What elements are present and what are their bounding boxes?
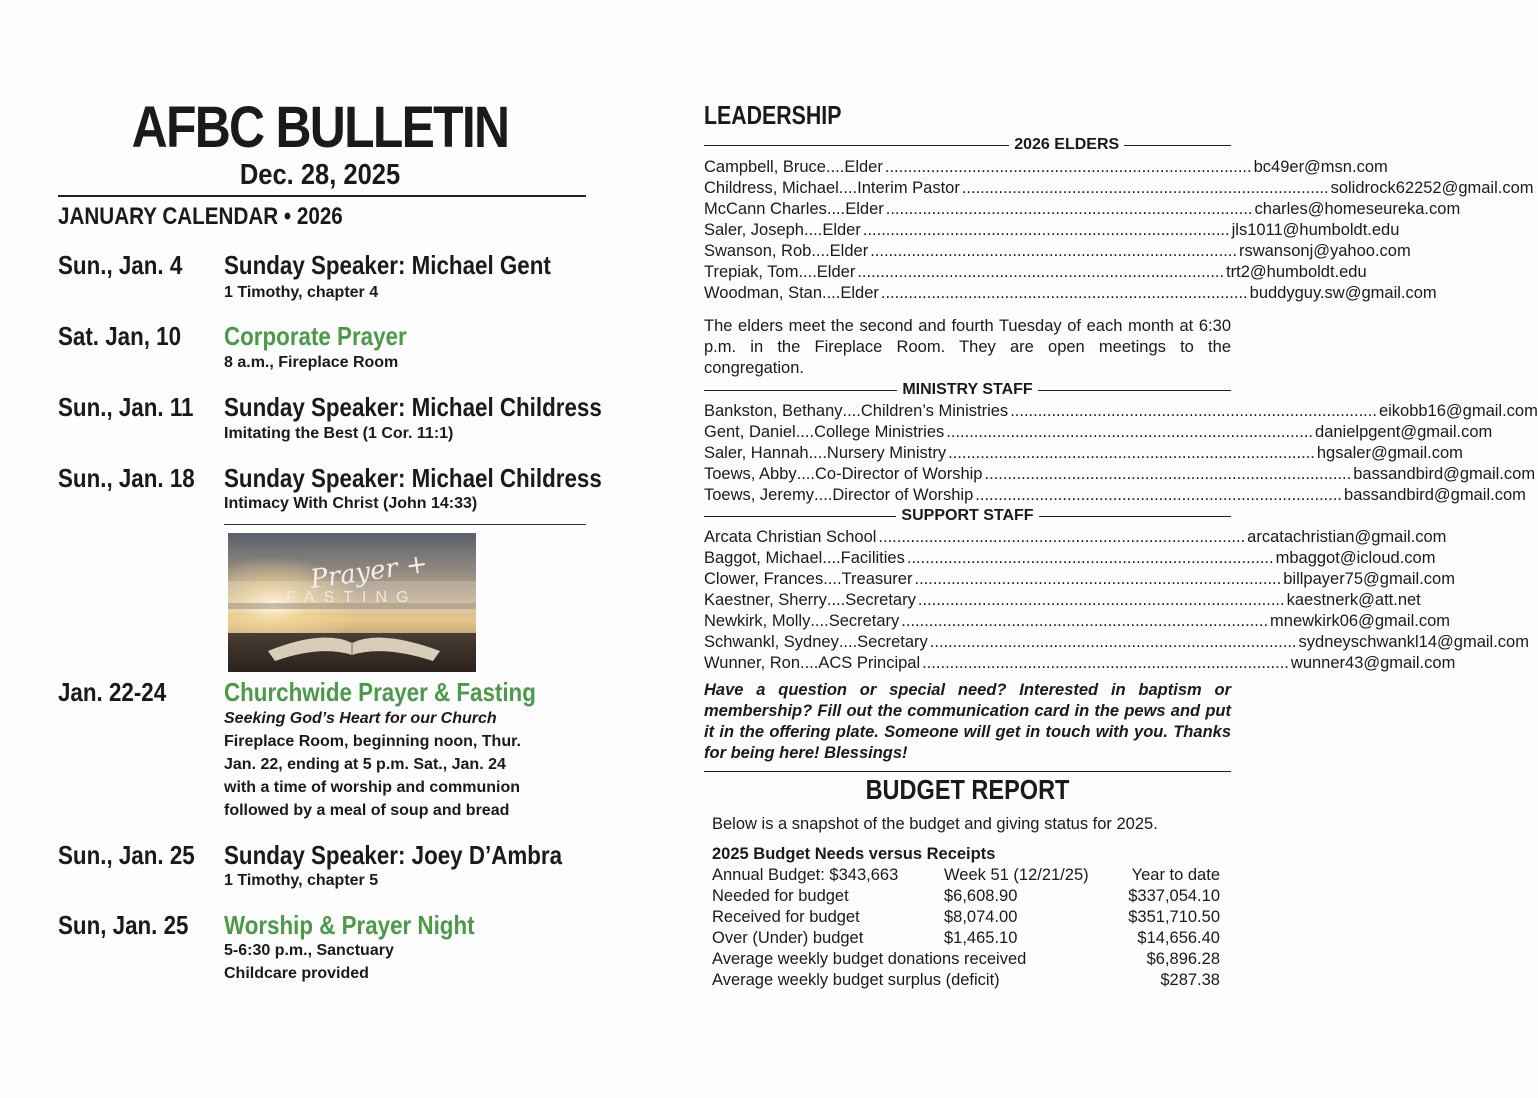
staff-name: Schwankl, Sydney [704,633,839,651]
staff-name: Campbell, Bruce [704,158,826,176]
contact-note: Have a question or special need? Interested in baptism or membership? Fill out the communication card in the pews and put it in the offering plate. Someone will get in touch with you. Thanks for being here! Blessings! [704,681,1231,762]
staff-role: College Ministries [814,423,945,441]
budget-cell: $351,710.50 [1128,908,1220,926]
image-script-text: Prayer + [308,548,430,596]
staff-email[interactable]: arcatachristian@gmail.com [1247,528,1447,546]
event-detail: 1 Timothy, chapter 4 [224,284,379,301]
staff-name: Arcata Christian School [704,528,877,546]
support-section-label [704,506,1231,526]
staff-row [704,569,1455,590]
dot-leader: .... [838,633,858,651]
dot-leader: ................................................................................ [857,263,1225,281]
ministry-section-label [704,380,1231,400]
ministry-label: MINISTRY STAFF [902,381,1033,398]
event-detail: Imitating the Best (1 Cor. 11:1) [224,425,454,442]
event-title: Sunday Speaker: Michael Childress [224,392,602,422]
staff-name: Toews, Abby [704,465,797,483]
prayer-fasting-photo [228,533,476,672]
bulletin-title: AFBC BULLETIN [131,95,509,160]
staff-row [704,548,1436,569]
budget-cell: Average weekly budget donations received [712,950,1027,968]
staff-email[interactable]: danielpgent@gmail.com [1315,423,1493,441]
event-title: Churchwide Prayer & Fasting [224,677,536,707]
staff-name: Newkirk, Molly [704,612,811,630]
staff-role: Nursery Ministry [826,444,947,462]
budget-cell: $6,896.28 [1146,950,1220,968]
event-detail: Fireplace Room, beginning noon, Thur. [224,733,521,750]
staff-row [704,443,1463,464]
staff-email[interactable]: billpayer75@gmail.com [1283,570,1455,588]
staff-name: Wunner, Ron [704,654,801,672]
staff-row [704,178,1534,199]
dot-leader: ................................................................................ [975,486,1343,504]
event-title: Sunday Speaker: Joey D’Ambra [224,840,563,870]
event-detail: 5-6:30 p.m., Sanctuary [224,942,394,959]
divider [224,524,586,525]
staff-row [704,422,1493,443]
staff-row [704,464,1536,485]
staff-name: Swanson, Rob [704,242,812,260]
staff-role: Elder [844,158,883,176]
staff-email[interactable]: wunner43@gmail.com [1290,654,1456,672]
elders-note: The elders meet the second and fourth Tuesday of each month at 6:30 p.m. in the Fireplace Room. They are open meetings to the congregation. [704,317,1231,377]
staff-role: Co-Director of Worship [814,465,983,483]
dot-leader: .... [826,591,846,609]
event-date: Sun., Jan. 11 [58,392,194,422]
budget-cell: Needed for budget [712,887,849,905]
budget-cell: $6,608.90 [944,887,1018,905]
dot-leader: .... [825,158,845,176]
dot-leader: ................................................................................ [885,200,1253,218]
leadership-heading: LEADERSHIP [704,100,842,130]
elders-label: 2026 ELDERS [1014,136,1120,153]
dot-leader: .... [810,612,829,630]
dot-leader: ................................................................................ [878,528,1246,546]
event-detail: followed by a meal of soup and bread [224,802,510,819]
dot-leader: .... [822,284,841,302]
dot-leader: ................................................................................ [901,612,1269,630]
staff-name: Saler, Hannah [704,444,809,462]
dot-leader: ................................................................................ [884,158,1252,176]
staff-row [704,241,1411,262]
staff-email[interactable]: bc49er@msn.com [1253,158,1388,176]
elders-section-label [704,135,1231,155]
staff-role: Facilities [840,549,905,567]
staff-email[interactable]: hgsaler@gmail.com [1316,444,1463,462]
budget-heading: BUDGET REPORT [865,774,1070,805]
staff-row [704,262,1367,283]
event-detail: with a time of worship and communion [224,779,521,796]
event-detail: Intimacy With Christ (John 14:33) [224,495,478,512]
staff-role: Elder [845,200,884,218]
staff-row [704,527,1447,548]
staff-role: Children’s Ministries [860,402,1009,420]
staff-role: Treasurer [841,570,913,588]
budget-header-cell: Annual Budget: $343,663 [712,866,899,884]
divider [58,195,586,197]
staff-role: Secretary [857,633,928,651]
event-title: Sunday Speaker: Michael Gent [224,250,551,280]
staff-email[interactable]: solidrock62252@gmail.com [1330,179,1534,197]
staff-name: McCann Charles [704,200,827,218]
event-date: Sun., Jan. 4 [58,250,183,280]
staff-email[interactable]: buddyguy.sw@gmail.com [1249,284,1437,302]
dot-leader: .... [795,423,815,441]
staff-role: Secretary [828,612,900,630]
staff-email[interactable]: eikobb16@gmail.com [1378,402,1538,420]
dot-leader: .... [798,263,817,281]
budget-table-title: 2025 Budget Needs versus Receipts [712,845,996,863]
dot-leader: .... [811,242,830,260]
budget-cell: $1,465.10 [944,929,1018,947]
staff-name: Toews, Jeremy [704,486,815,504]
staff-role: Secretary [845,591,916,609]
dot-leader: ................................................................................ [906,549,1274,567]
staff-role: Interim Pastor [857,179,960,197]
staff-row [704,157,1388,178]
event-date: Sat. Jan, 10 [58,321,182,351]
staff-role: ACS Principal [818,654,921,672]
staff-role: Director of Worship [832,486,974,504]
staff-email[interactable]: bassandbird@gmail.com [1344,486,1526,504]
dot-leader: ................................................................................ [880,284,1248,302]
staff-name: Bankston, Bethany [704,402,843,420]
budget-cell: $337,054.10 [1128,887,1220,905]
dot-leader: .... [814,486,833,504]
staff-role: Elder [816,263,856,281]
dot-leader: .... [822,549,841,567]
dot-leader: ................................................................................ [961,179,1329,197]
staff-email[interactable]: mnewkirk06@gmail.com [1270,612,1451,630]
staff-name: Woodman, Stan [704,284,823,302]
dot-leader: .... [808,444,827,462]
event-detail: 1 Timothy, chapter 5 [224,872,379,889]
budget-header-cell: Year to date [1131,866,1220,884]
divider [704,771,1231,772]
dot-leader: ................................................................................ [948,444,1315,462]
dot-leader: ................................................................................ [1010,402,1377,420]
staff-email[interactable]: jls1011@humboldt.edu [1231,221,1400,239]
staff-name: Childress, Michael [704,179,839,197]
budget-intro: Below is a snapshot of the budget and giving status for 2025. [712,815,1158,833]
staff-name: Saler, Joseph [704,221,804,239]
staff-name: Kaestner, Sherry [704,591,827,609]
event-date: Sun., Jan. 25 [58,840,195,870]
event-detail: Childcare provided [224,965,369,982]
dot-leader: ................................................................................ [922,654,1289,672]
dot-leader: .... [823,570,842,588]
dot-leader: ................................................................................ [929,633,1297,651]
dot-leader: ................................................................................ [870,242,1237,260]
staff-email[interactable]: charles@homeseureka.com [1254,200,1461,218]
staff-row [704,632,1529,653]
dot-leader: ................................................................................ [914,570,1282,588]
staff-name: Clower, Frances [704,570,824,588]
staff-row [704,401,1538,422]
bulletin-date: Dec. 28, 2025 [239,159,401,191]
budget-cell: Received for budget [712,908,860,926]
staff-email[interactable]: mbaggot@icloud.com [1275,549,1436,567]
event-title: Sunday Speaker: Michael Childress [224,463,602,493]
budget-cell: $14,656.40 [1137,929,1220,947]
staff-row [704,220,1400,241]
staff-role: Elder [822,221,861,239]
dot-leader: ................................................................................ [946,423,1314,441]
staff-row [704,611,1451,632]
staff-email[interactable]: trt2@humboldt.edu [1226,263,1367,281]
calendar-heading: JANUARY CALENDAR • 2026 [58,203,343,230]
staff-name: Baggot, Michael [704,549,823,567]
staff-role: Elder [829,242,869,260]
image-caps-text: FASTING [286,589,418,606]
dot-leader: .... [838,179,858,197]
dot-leader: ................................................................................ [917,591,1285,609]
budget-cell: $287.38 [1160,971,1220,989]
budget-cell: Over (Under) budget [712,929,864,947]
dot-leader: .... [842,402,861,420]
event-title: Worship & Prayer Night [224,910,475,940]
staff-name: Gent, Daniel [704,423,796,441]
budget-cell: $8,074.00 [944,908,1018,926]
event-date: Sun, Jan. 25 [58,910,189,940]
event-date: Sun., Jan. 18 [58,463,195,493]
staff-role: Elder [840,284,879,302]
staff-row [704,590,1421,611]
staff-row [704,485,1526,506]
support-label: SUPPORT STAFF [901,507,1034,524]
staff-row [704,199,1461,220]
staff-email[interactable]: kaestnerk@att.net [1286,591,1421,609]
staff-email[interactable]: bassandbird@gmail.com [1353,465,1536,483]
staff-row [704,653,1456,674]
dot-leader: .... [800,654,819,672]
staff-row [704,283,1437,304]
budget-header-cell: Week 51 (12/21/25) [944,866,1089,884]
dot-leader: .... [796,465,815,483]
staff-email[interactable]: sydneyschwankl14@gmail.com [1298,633,1529,651]
dot-leader: .... [826,200,846,218]
dot-leader: ................................................................................ [862,221,1230,239]
dot-leader: .... [803,221,823,239]
staff-name: Trepiak, Tom [704,263,799,281]
staff-email[interactable]: rswansonj@yahoo.com [1238,242,1411,260]
event-date: Jan. 22-24 [58,677,167,707]
event-subtitle: Seeking God’s Heart for our Church [224,710,497,727]
budget-cell: Average weekly budget surplus (deficit) [712,971,1000,989]
dot-leader: ................................................................................ [984,465,1352,483]
event-detail: Jan. 22, ending at 5 p.m. Sat., Jan. 24 [224,756,506,773]
event-detail: 8 a.m., Fireplace Room [224,354,399,371]
event-title: Corporate Prayer [224,321,407,351]
